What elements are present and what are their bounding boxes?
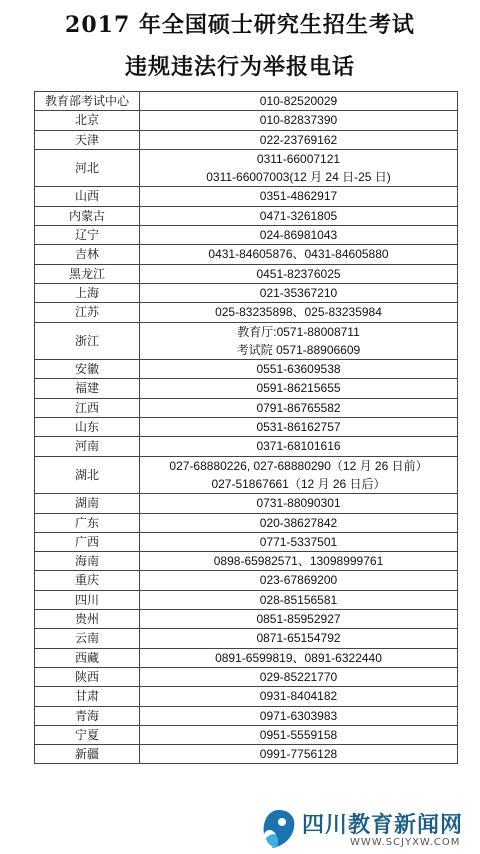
table-row [35, 629, 458, 648]
phone-cell [140, 303, 458, 322]
region-cell: 上海 [35, 283, 140, 302]
phone-cell [140, 629, 458, 648]
phone-cell [140, 552, 458, 571]
phone-line: 0871-65154792 [256, 631, 341, 646]
region-cell: 天津 [35, 130, 140, 149]
phone-cell [140, 360, 458, 379]
table-row [35, 610, 458, 629]
phone-line: 0311-66007121 [256, 151, 341, 166]
phone-line: 0551-63609538 [256, 362, 341, 377]
phone-line: 010-82837390 [259, 113, 338, 128]
table-row [35, 648, 458, 667]
region-cell: 浙江 [35, 322, 140, 360]
table-row [35, 130, 458, 149]
phone-cell [140, 111, 458, 130]
sc-logo-icon [260, 808, 298, 850]
table-row [35, 590, 458, 609]
phone-cell [140, 322, 458, 360]
table-row [35, 725, 458, 744]
table-row [35, 398, 458, 417]
region-cell: 广西 [35, 532, 140, 551]
phone-cell [140, 283, 458, 302]
table-row [35, 245, 458, 264]
phone-cell [140, 725, 458, 744]
table-row [35, 687, 458, 706]
region-cell: 陕西 [35, 667, 140, 686]
phone-cell [140, 226, 458, 245]
table-row [35, 418, 458, 437]
phone-cell [140, 494, 458, 513]
table-row [35, 264, 458, 283]
phone-line: 0531-86162757 [256, 420, 341, 435]
table-row [35, 571, 458, 590]
region-cell: 江苏 [35, 303, 140, 322]
table-row [35, 303, 458, 322]
phone-line: 027-68880226, 027-68880290（12 月 26 日前） [169, 458, 428, 473]
phone-cell [140, 206, 458, 225]
region-cell: 四川 [35, 590, 140, 609]
phone-line: 0471-3261805 [259, 208, 338, 223]
phone-line: 0931-8404182 [259, 689, 338, 704]
phone-line: 考试院 0571-88906609 [236, 342, 361, 357]
phone-line: 0791-86765582 [256, 400, 341, 415]
table-row [35, 283, 458, 302]
phone-line: 0311-66007003(12 月 24 日-25 日) [206, 170, 391, 185]
region-cell: 湖北 [35, 456, 140, 494]
table-row [35, 532, 458, 551]
table-row [35, 379, 458, 398]
phone-line: 010-82520029 [259, 94, 338, 108]
phone-cell [140, 745, 458, 764]
phone-line: 020-38627842 [259, 515, 338, 530]
table-row [35, 226, 458, 245]
phone-cell [140, 398, 458, 417]
table-row [35, 667, 458, 686]
table-row [35, 360, 458, 379]
region-cell: 吉林 [35, 245, 140, 264]
table-row [35, 92, 458, 111]
region-cell: 河南 [35, 437, 140, 456]
phone-line: 024-86981043 [259, 228, 338, 243]
table-row [35, 456, 458, 494]
table-row [35, 513, 458, 532]
region-cell: 教育部考试中心 [35, 92, 140, 111]
phone-cell [140, 264, 458, 283]
phone-cell [140, 687, 458, 706]
region-cell: 河北 [35, 149, 140, 187]
phone-line: 028-85156581 [259, 592, 338, 607]
region-cell: 福建 [35, 379, 140, 398]
table-row [35, 149, 458, 187]
title-line-2: 违规违法行为举报电话 [124, 54, 355, 80]
region-cell: 海南 [35, 552, 140, 571]
table-row [35, 111, 458, 130]
phone-cell [140, 648, 458, 667]
phone-cell [140, 437, 458, 456]
phone-cell [140, 706, 458, 725]
phone-cell [140, 571, 458, 590]
region-cell: 黑龙江 [35, 264, 140, 283]
phone-line: 021-35367210 [259, 285, 338, 300]
phone-cell [140, 130, 458, 149]
phone-line: 027-51867661（12 月 26 日后） [211, 476, 386, 491]
table-row [35, 187, 458, 206]
title-line-1: 2017 年全国硕士研究生招生考试 [65, 12, 415, 38]
region-cell: 青海 [35, 706, 140, 725]
phone-cell [140, 590, 458, 609]
region-cell: 江西 [35, 398, 140, 417]
phone-line: 0431-84605876、0431-84605880 [208, 247, 389, 262]
table-row [35, 206, 458, 225]
table-row [35, 494, 458, 513]
phone-cell [140, 92, 458, 111]
phone-line: 022-23769162 [259, 132, 338, 147]
table-row [35, 437, 458, 456]
region-cell: 贵州 [35, 610, 140, 629]
phone-line: 0591-86215655 [256, 381, 341, 396]
phone-cell [140, 149, 458, 187]
phone-line: 0371-68101616 [256, 439, 341, 454]
table-row [35, 552, 458, 571]
phone-cell [140, 418, 458, 437]
hotline-table [34, 91, 458, 764]
region-cell: 湖南 [35, 494, 140, 513]
table-row [35, 322, 458, 360]
region-cell: 宁夏 [35, 725, 140, 744]
region-cell: 重庆 [35, 571, 140, 590]
phone-line: 0898-65982571、13098999761 [213, 554, 384, 569]
phone-line: 教育厅:0571-88008711 [237, 324, 360, 339]
region-cell: 安徽 [35, 360, 140, 379]
region-cell: 辽宁 [35, 226, 140, 245]
phone-line: 0451-82376025 [256, 266, 341, 281]
phone-line: 0991-7756128 [259, 747, 338, 762]
watermark [256, 806, 480, 854]
phone-cell [140, 245, 458, 264]
region-cell: 新疆 [35, 745, 140, 764]
region-cell: 西藏 [35, 648, 140, 667]
region-cell: 内蒙古 [35, 206, 140, 225]
phone-line: 0771-5337501 [259, 534, 338, 549]
phone-line: 025-83235898、025-83235984 [215, 305, 382, 320]
phone-cell [140, 379, 458, 398]
region-cell: 山西 [35, 187, 140, 206]
phone-line: 0891-6599819、0891-6322440 [215, 650, 382, 665]
phone-line: 0951-5559158 [259, 727, 338, 742]
phone-cell [140, 187, 458, 206]
phone-cell [140, 667, 458, 686]
region-cell: 北京 [35, 111, 140, 130]
phone-cell [140, 456, 458, 494]
region-cell: 山东 [35, 418, 140, 437]
watermark-text: 四川教育新闻网 [302, 813, 464, 838]
phone-line: 0971-6303983 [259, 708, 338, 723]
region-cell: 云南 [35, 629, 140, 648]
phone-line: 0731-88090301 [256, 496, 341, 511]
phone-line: 023-67869200 [259, 573, 338, 588]
region-cell: 甘肃 [35, 687, 140, 706]
region-cell: 广东 [35, 513, 140, 532]
table-row [35, 745, 458, 764]
watermark-url: WWW.SCJYXW.COM [350, 837, 461, 848]
phone-line: 0351-4862917 [259, 189, 338, 204]
phone-cell [140, 610, 458, 629]
phone-cell [140, 532, 458, 551]
phone-line: 0851-85952927 [256, 612, 341, 627]
table-row [35, 706, 458, 725]
phone-cell [140, 513, 458, 532]
phone-line: 029-85221770 [259, 669, 338, 684]
